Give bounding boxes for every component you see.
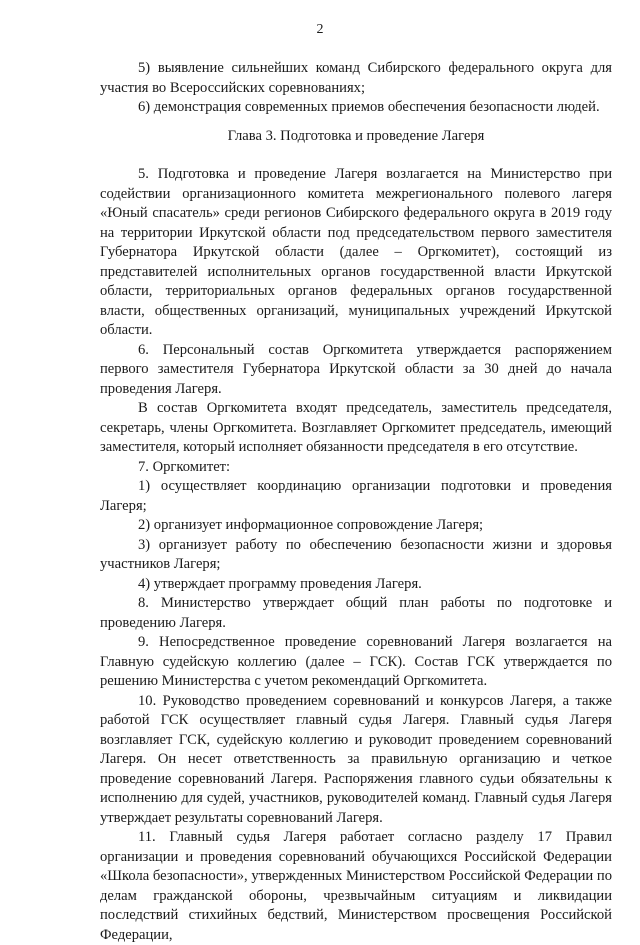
paragraph: 10. Руководство проведением соревнований и конкурсов Лагеря, а также работой ГСК осуществляет главный судья Лагеря. Главный судья Лагеря возглавляет ГСК, судейскую коллегию и руководит проведением соревнований Лагеря. Он несет ответственность за правильную организацию и четкое проведение соревнований Лагеря. Распоряжения главного судьи обязательны к исполнению для судей, участников, руководителей команд. Главный судья Лагеря утверждает результаты соревнований Лагеря.	[100, 692, 612, 826]
paragraph: 5. Подготовка и проведение Лагеря возлагается на Министерство при содействии организационного комитета межрегионального полевого лагеря «Юный спасатель» среди регионов Сибирского федерального округа в 2019 году на территории Иркутской области под председательством первого заместителя Губернатора Иркутской области (далее – Оргкомитет), состоящий из представителей исполнительных органов государственной власти Иркутской области, территориальных органов федеральных органов государственной власти, общественных организаций, муниципальных учреждений Иркутской области.	[100, 166, 612, 338]
paragraph: 11. Главный судья Лагеря работает согласно разделу 17 Правил организации и проведения соревнований обучающихся Российской Федерации «Школа безопасности», утвержденных Министерством Российской Федерации по делам гражданской обороны, чрезвычайным ситуациям и ликвидации последствий стихийных бедствий, Министерством просвещения Российской Федерации,	[100, 829, 612, 943]
paragraph: 6. Персональный состав Оргкомитета утверждается распоряжением первого заместителя Губернатора Иркутской области за 30 дней до начала проведения Лагеря.	[100, 341, 612, 397]
list-item: 6) демонстрация современных приемов обеспечения безопасности людей.	[138, 99, 600, 115]
list-item: 5) выявление сильнейших команд Сибирского федерального округа для участия во Всероссийских соревнованиях;	[100, 60, 612, 96]
page-number: 2	[316, 22, 324, 37]
paragraph: 4) утверждает программу проведения Лагеря.	[138, 575, 422, 592]
intro-list	[100, 59, 612, 118]
paragraph: В состав Оргкомитета входят председатель, заместитель председателя, секретарь, члены Оргкомитета. Возглавляет Оргкомитет председатель, имеющий заместителя, который исполняет обязанности председателя в его отсутствие.	[100, 400, 612, 455]
paragraph: 2) организует информационное сопровождение Лагеря;	[138, 517, 484, 533]
paragraph: 3) организует работу по обеспечению безопасности жизни и здоровья участников Лагеря;	[100, 536, 612, 572]
chapter-body	[100, 165, 612, 945]
paragraph: 7. Оргкомитет:	[138, 458, 231, 475]
chapter-title: Глава 3. Подготовка и проведение Лагеря	[227, 128, 485, 144]
chapter-heading-block	[100, 127, 612, 147]
paragraph: 1) осуществляет координацию организации подготовки и проведения Лагеря;	[100, 478, 612, 514]
paragraph: 8. Министерство утверждает общий план работы по подготовке и проведению Лагеря.	[100, 595, 612, 631]
paragraph: 9. Непосредственное проведение соревнований Лагеря возлагается на Главную судейскую коллегию (далее – ГСК). Состав ГСК утверждается по решению Министерства с учетом рекомендаций Оргкомитета.	[100, 634, 612, 689]
